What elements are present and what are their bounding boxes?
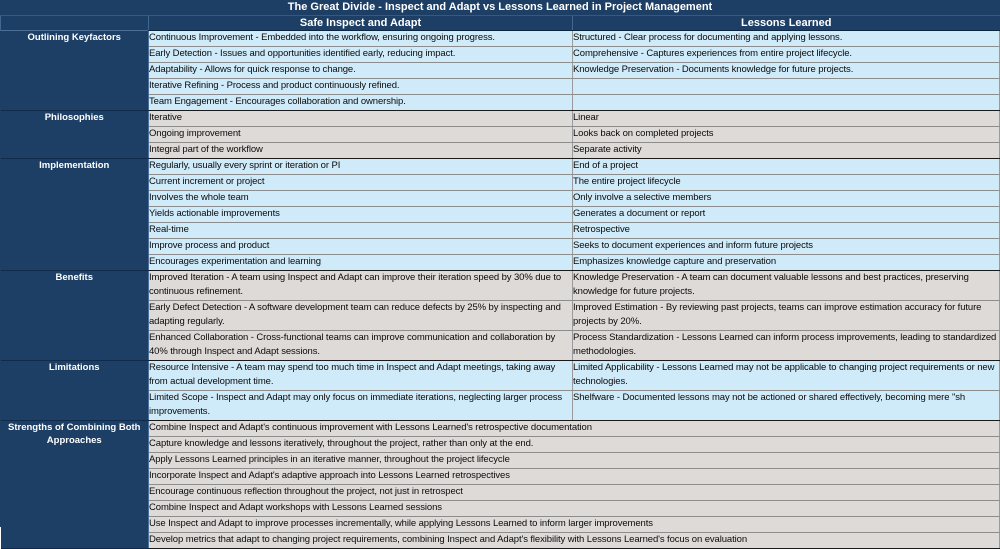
- cell-merged: Capture knowledge and lessons iteratively, throughout the project, rather than only at the end.: [149, 437, 1000, 453]
- cell-right: [573, 95, 1000, 111]
- table-row: [1, 223, 1000, 239]
- cell-merged: Incorporate Inspect and Adapt's adaptive approach into Lessons Learned retrospectives: [149, 469, 1000, 485]
- page-title: The Great Divide - Inspect and Adapt vs Lessons Learned in Project Management: [1, 0, 1000, 16]
- table-row: [1, 79, 1000, 95]
- section-label-1: Philosophies: [1, 111, 149, 159]
- cell-right: Seeks to document experiences and inform future projects: [573, 239, 1000, 255]
- cell-right: Knowledge Preservation - A team can document valuable lessons and best practices, preserving knowledge for future projects.: [573, 271, 1000, 301]
- cell-left: Iterative Refining - Process and product continuously refined.: [149, 79, 573, 95]
- cell-merged: Use Inspect and Adapt to improve processes incrementally, while applying Lessons Learned to inform larger improvements: [149, 517, 1000, 533]
- table-row: [1, 143, 1000, 159]
- cell-right: Improved Estimation - By reviewing past projects, teams can improve estimation accuracy for future projects by 20%.: [573, 301, 1000, 331]
- table-row: [1, 301, 1000, 331]
- cell-left: Involves the whole team: [149, 191, 573, 207]
- cell-merged: Develop metrics that adapt to changing project requirements, combining Inspect and Adapt's flexibility with Lessons Learned's focus on evaluation: [149, 533, 1000, 549]
- title-row: [1, 0, 1000, 16]
- column-header-right: Lessons Learned: [573, 16, 1000, 31]
- cell-right: Comprehensive - Captures experiences from entire project lifecycle.: [573, 47, 1000, 63]
- table-row: [1, 111, 1000, 127]
- section-label-2: Implementation: [1, 159, 149, 271]
- cell-right: Shelfware - Documented lessons may not be actioned or shared effectively, becoming mere "sh: [573, 391, 1000, 421]
- cell-right: Only involve a selective members: [573, 191, 1000, 207]
- table-row: [1, 485, 1000, 501]
- cell-left: Limited Scope - Inspect and Adapt may only focus on immediate iterations, neglecting larger process improvements.: [149, 391, 573, 421]
- table-row: [1, 437, 1000, 453]
- section-label-5: Strengths of Combining Both Approaches: [1, 421, 149, 549]
- cell-merged: Encourage continuous reflection throughout the project, not just in retrospect: [149, 485, 1000, 501]
- table-row: [1, 255, 1000, 271]
- table-row: [1, 159, 1000, 175]
- section-label-4: Limitations: [1, 361, 149, 421]
- table-row: [1, 331, 1000, 361]
- cell-left: Real-time: [149, 223, 573, 239]
- cell-left: Encourages experimentation and learning: [149, 255, 573, 271]
- cell-merged: Combine Inspect and Adapt workshops with Lessons Learned sessions: [149, 501, 1000, 517]
- cell-left: Early Detection - Issues and opportunities identified early, reducing impact.: [149, 47, 573, 63]
- table-row: [1, 175, 1000, 191]
- table-row: [1, 361, 1000, 391]
- corner-cell: [1, 16, 149, 31]
- cell-right: Generates a document or report: [573, 207, 1000, 223]
- cell-left: Integral part of the workflow: [149, 143, 573, 159]
- cell-left: Regularly, usually every sprint or iteration or PI: [149, 159, 573, 175]
- cell-right: Separate activity: [573, 143, 1000, 159]
- table-row: [1, 421, 1000, 437]
- cell-left: Current increment or project: [149, 175, 573, 191]
- cell-left: Ongoing improvement: [149, 127, 573, 143]
- table-row: [1, 391, 1000, 421]
- cell-left: Continuous Improvement - Embedded into the workflow, ensuring ongoing progress.: [149, 31, 573, 47]
- cell-left: Improve process and product: [149, 239, 573, 255]
- cell-right: Linear: [573, 111, 1000, 127]
- table-row: [1, 239, 1000, 255]
- table-row: [1, 271, 1000, 301]
- cell-left: Early Defect Detection - A software development team can reduce defects by 25% by inspecting and adapting regularly.: [149, 301, 573, 331]
- cell-merged: Apply Lessons Learned principles in an iterative manner, throughout the project lifecycle: [149, 453, 1000, 469]
- table-row: [1, 501, 1000, 517]
- cell-left: Enhanced Collaboration - Cross-functional teams can improve communication and collaboration by 40% through Inspect and Adapt sessions.: [149, 331, 573, 361]
- section-label-0: Outlining Keyfactors: [1, 31, 149, 111]
- table-row: [1, 533, 1000, 549]
- cell-right: Emphasizes knowledge capture and preservation: [573, 255, 1000, 271]
- cell-right: Limited Applicability - Lessons Learned may not be applicable to changing project requirements or new technologies.: [573, 361, 1000, 391]
- table-row: [1, 31, 1000, 47]
- cell-right: Process Standardization - Lessons Learned can inform process improvements, leading to standardized methodologies.: [573, 331, 1000, 361]
- cell-left: Resource Intensive - A team may spend too much time in Inspect and Adapt meetings, taking away from actual development time.: [149, 361, 573, 391]
- table-body: [1, 0, 1000, 549]
- cell-left: Adaptability - Allows for quick response to change.: [149, 63, 573, 79]
- column-header-row: [1, 16, 1000, 31]
- cell-right: Retrospective: [573, 223, 1000, 239]
- cell-right: Structured - Clear process for documenting and applying lessons.: [573, 31, 1000, 47]
- table-row: [1, 517, 1000, 533]
- cell-right: Looks back on completed projects: [573, 127, 1000, 143]
- table-row: [1, 453, 1000, 469]
- cell-merged: Combine Inspect and Adapt's continuous improvement with Lessons Learned's retrospective documentation: [149, 421, 1000, 437]
- table-row: [1, 127, 1000, 143]
- cell-right: End of a project: [573, 159, 1000, 175]
- cell-left: Iterative: [149, 111, 573, 127]
- column-header-left: Safe Inspect and Adapt: [149, 16, 573, 31]
- table-row: [1, 63, 1000, 79]
- cell-right: Knowledge Preservation - Documents knowledge for future projects.: [573, 63, 1000, 79]
- table-row: [1, 207, 1000, 223]
- table-row: [1, 47, 1000, 63]
- cell-left: Yields actionable improvements: [149, 207, 573, 223]
- cell-left: Team Engagement - Encourages collaboration and ownership.: [149, 95, 573, 111]
- table-row: [1, 95, 1000, 111]
- cell-right: The entire project lifecycle: [573, 175, 1000, 191]
- cell-right: [573, 79, 1000, 95]
- table-row: [1, 469, 1000, 485]
- table-row: [1, 191, 1000, 207]
- section-label-3: Benefits: [1, 271, 149, 361]
- cell-left: Improved Iteration - A team using Inspect and Adapt can improve their iteration speed by 30% due to continuous refinement.: [149, 271, 573, 301]
